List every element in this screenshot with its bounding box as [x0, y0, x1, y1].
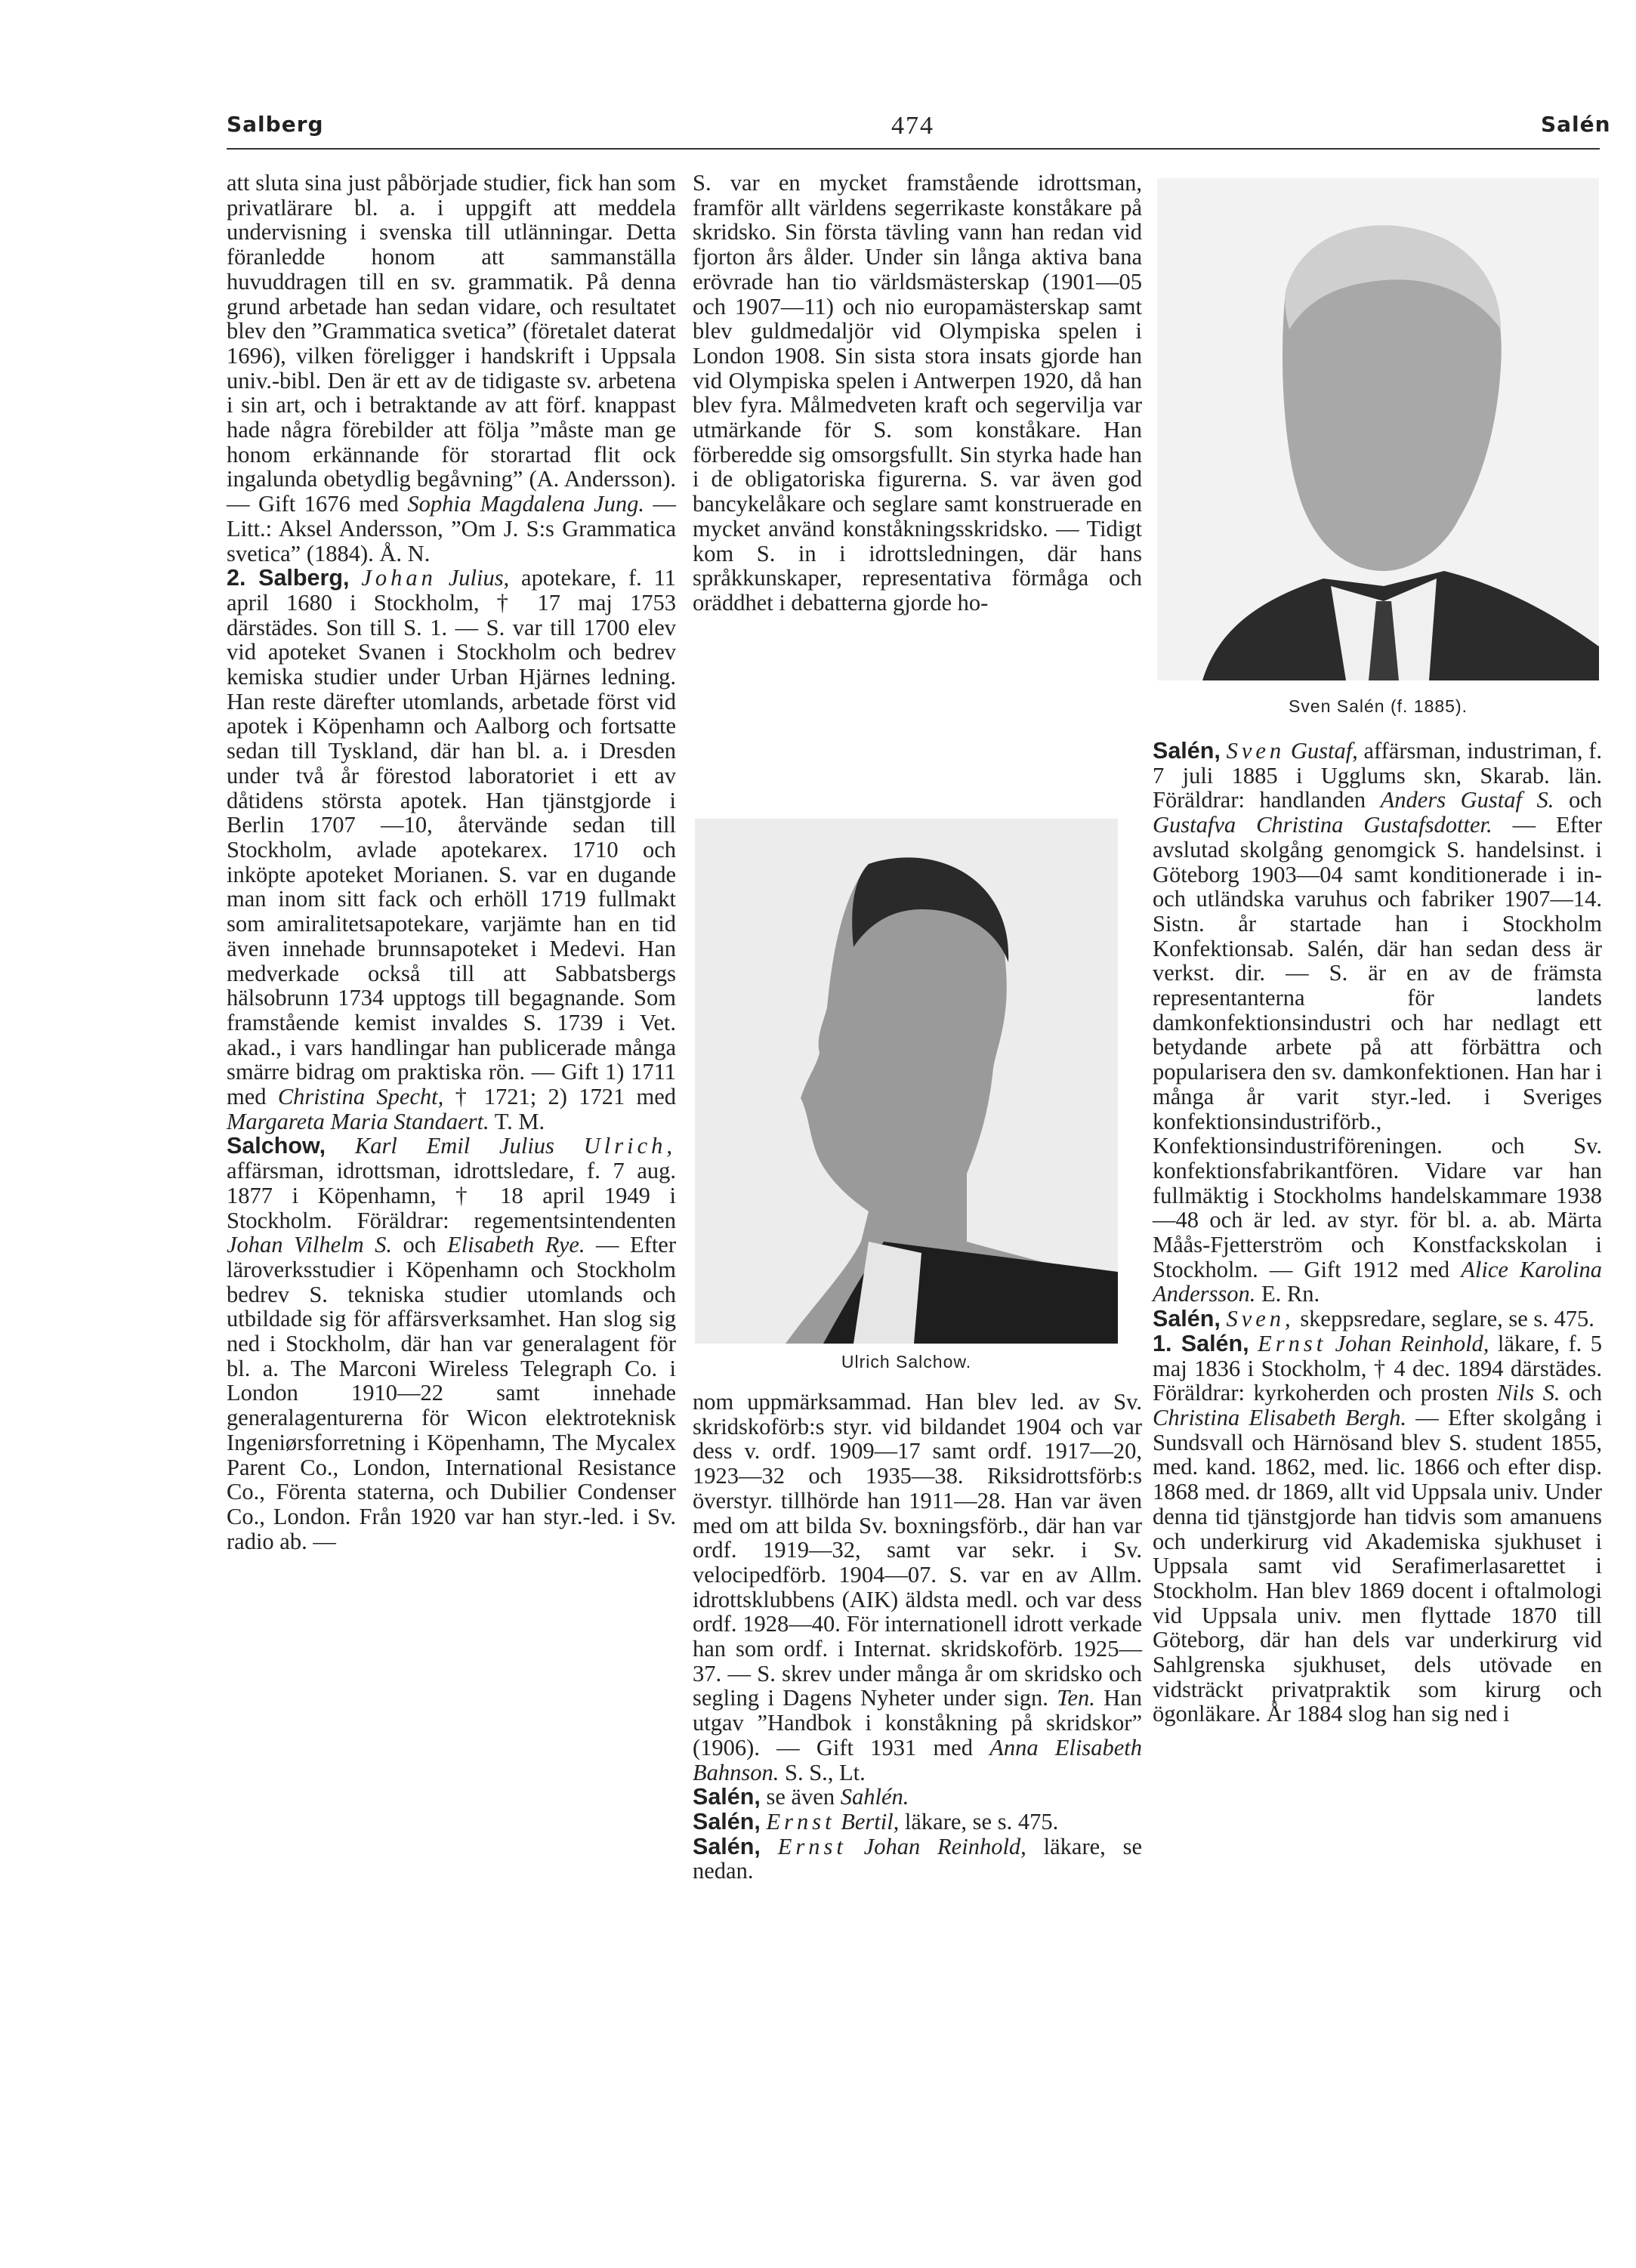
crossref-salen-ernst-bertil: Salén, Ernst Bertil, läkare, se s. 475. [693, 1808, 1059, 1834]
crossref-salen-sahlen: Salén, se även Sahlén. [693, 1784, 909, 1810]
crossref-salen-sven: Salén, Sven, skeppsredare, seglare, se s. 475. [1153, 1306, 1594, 1332]
running-header-left: Salberg [227, 112, 324, 137]
entry-salen-ernst-johan-reinhold: 1. Salén, Ernst Johan Reinhold, läkare, f. 5 maj 1836 i Stockholm, † 4 dec. 1894 därstädes. Föräldrar: kyrkoherden och prosten Nils S. och Christina Elisabeth Bergh. — Efter skolgång i Sundsvall och Härnösand blev S. student 1855, med. kand. 1862, med. lic. 1866 och efter disp. 1868 med. dr 1869, allt vid Uppsala univ. Under denna tid tjänstgjorde han tidvis som amanuens och underkirurg vid Akademiska sjukhuset i Uppsala samt vid Serafimerlasarettet i Stockholm. Han blev 1869 docent i oftalmologi vid Uppsala univ. men flyttade 1870 till Göteborg, där han dels var underkirurg vid Sahlgrenska sjukhuset, dels utövade en vidsträckt privatpraktik som kirurg och ögonläkare. År 1884 slog han sig ned i [1153, 1330, 1603, 1727]
caption-ulrich-salchow: Ulrich Salchow. [841, 1352, 972, 1372]
portrait-sven-salen [1157, 178, 1599, 680]
header-rule [227, 148, 1600, 150]
column-3 [1153, 739, 1602, 1726]
entry-salen-sven-gustaf: Salén, Sven Gustaf, affärsman, industriman, f. 7 juli 1885 i Ugglums skn, Skarab. län. Föräldrar: handlanden Anders Gustaf S. och Gustafva Christina Gustafsdotter. — Efter avslutad skolgång genomgick S. handelsinst. i Göteborg 1903—04 samt konditionerade i in- och utländska varuhus och fabriker 1907—14. Sistn. år startade han i Stockholm Konfektionsab. Salén, där han sedan dess är verkst. dir. — S. är en av de främsta representanterna för landets damkonfektionsindustri och har nedlagt ett betydande arbete på att förbättra och popularisera den sv. damkonfektionen. Han har i många år varit styr.-led. i Sveriges konfektionsindustriförb., Konfektionsindustriföreningen. och Sv. konfektionsfabrikantfören. Vidare var han fullmäktig i Stockholms handelskammare 1938—48 och är led. av styr. för bl. a. ab. Märta Måås-Fjetterström och Konstfackskolan i Stockholm. — Gift 1912 med Alice Karolina Andersson. E. Rn. [1153, 738, 1603, 1307]
entry-salberg-1-end: att sluta sina just påbörjade studier, fick han som privatlärare bl. a. i uppgift att meddela undervisning i svenska till utlänningar. Detta föranledde honom att sammanställa huvuddragen till en sv. grammatik. På denna grund arbetade han sedan vidare, och resultatet blev den ”Grammatica svetica” (företalet daterat 1696), vilken föreligger i handskrift i Uppsala univ.-bibl. Den är ett av de tidigaste sv. arbetena i sin art, och i betraktande av att förf. knappast hade några förebilder att följa ”måste man ge honom erkännande för storartad flit ock ingalunda obetydlig begåvning” (A. Andersson). — Gift 1676 med Sophia Magdalena Jung. — Litt.: Aksel Andersson, ”Om J. S:s Grammatica svetica” (1884). Å. N. [227, 170, 676, 566]
page-number: 474 [891, 112, 934, 140]
crossref-salen-ernst-johan: Salén, Ernst Johan Reinhold, läkare, se nedan. [693, 1833, 1143, 1884]
column-2-bottom [693, 1390, 1142, 1884]
running-header-right: Salén [1541, 112, 1611, 137]
entry-salchow-continued: S. var en mycket framstående idrottsman, framför allt världens segerrikaste konståkare på skridsko. Sin första tävling vann han redan vid fjorton års ålder. Under sin långa aktiva bana erövrade han tio världsmästerskap (1901—05 och 1907—11) och nio europamästerskap samt blev guldmedaljör vid Olympiska spelen i London 1908. Sin sista stora insats gjorde han vid Olympiska spelen i Antwerpen 1920, då han blev fyra. Målmedveten kraft och segervilja var utmärkande för S. som konståkare. Han förberedde sig omsorgsfullt. Sin styrka hade han i de obligatoriska figurerna. S. var även god bancykelåkare och seglare samt konstruerade en mycket använd konståkningsskridsko. — Tidigt kom S. in i idrottsledningen, där hans språkkunskaper, representativa förmåga och oräddhet i debatterna gjorde ho- [693, 171, 1142, 616]
column-2-top [693, 171, 1142, 798]
entry-salberg-2: 2. Salberg, Johan Julius, apotekare, f. 11 april 1680 i Stockholm, † 17 maj 1753 därstädes. Son till S. 1. — S. var till 1700 elev vid apoteket Svanen i Stockholm och bedrev kemiska studier under Urban Hjärnes ledning. Han reste därefter utomlands, arbetade först vid apotek i Köpenhamn och Aalborg och fortsatte sedan till Tyskland, där han bl. a. i Dresden under två år förestod laboratoriet i ett av dåtidens största apotek. Han tjänstgjorde i Berlin 1707 —10, återvände sedan till Stockholm, avlade apotekarex. 1710 och inköpte apoteket Morianen. S. var en dugande man inom sitt fack och erhöll 1719 fullmakt som amiralitetsapotekare, varjämte han en tid även innehade brunnsapoteket i Medevi. Han medverkade också till att Sabbatsbergs hälsobrunn 1734 upptogs till begagnande. Som framstående kemist invaldes S. 1739 i Vet. akad., i vars handlingar han publicerade många smärre bidrag om praktiska rön. — Gift 1) 1711 med Christina Specht, † 1721; 2) 1721 med Margareta Maria Standaert. T. M. [227, 565, 677, 1134]
column-1 [227, 171, 676, 1554]
caption-sven-salen: Sven Salén (f. 1885). [1288, 696, 1468, 716]
entry-salchow: Salchow, Karl Emil Julius Ulrich, affärsman, idrottsman, idrottsledare, f. 7 aug. 1877 i Köpenhamn, † 18 april 1949 i Stockholm. Föräldrar: regementsintendenten Johan Vilhelm S. och Elisabeth Rye. — Efter läroverksstudier i Köpenhamn och Stockholm bedrev S. tekniska studier utomlands och utbildade sig för affärsverksamhet. Han slog sig ned i Stockholm, där han var generalagent för bl. a. The Marconi Wireless Telegraph Co. i London 1910—22 samt innehade generalagenturerna för Wicon elektroteknisk Ingeniørsforretning i Köpenhamn, The Mycalex Parent Co., London, International Resistance Co., Förenta staterna, och Dubilier Condenser Co., London. Från 1920 var han styr.-led. i Sv. radio ab. — [227, 1133, 676, 1554]
portrait-ulrich-salchow [695, 819, 1118, 1344]
entry-salchow-end: nom uppmärksammad. Han blev led. av Sv. skridskoförb:s styr. vid bildandet 1904 och var dess v. ordf. 1909—17 samt ordf. 1917—20, 1923—32 och 1935—38. Riksidrottsförb:s överstyr. tillhörde han 1911—28. Han var även med om att bilda Sv. boxningsförb., där han var ordf. 1919—32, samt var sekr. i Sv. velocipedförb. 1904—07. S. var en av Allm. idrottsklubbens (AIK) äldsta medl. och var dess ordf. 1928—40. För internationell idrott verkade han som ordf. i Internat. skridskoförb. 1925—37. — S. skrev under många år om skridsko och segling i Dagens Nyheter under sign. Ten. Han utgav ”Handbok i konståkning på skridskor” (1906). — Gift 1931 med Anna Elisabeth Bahnson. S. S., Lt. [693, 1389, 1142, 1785]
